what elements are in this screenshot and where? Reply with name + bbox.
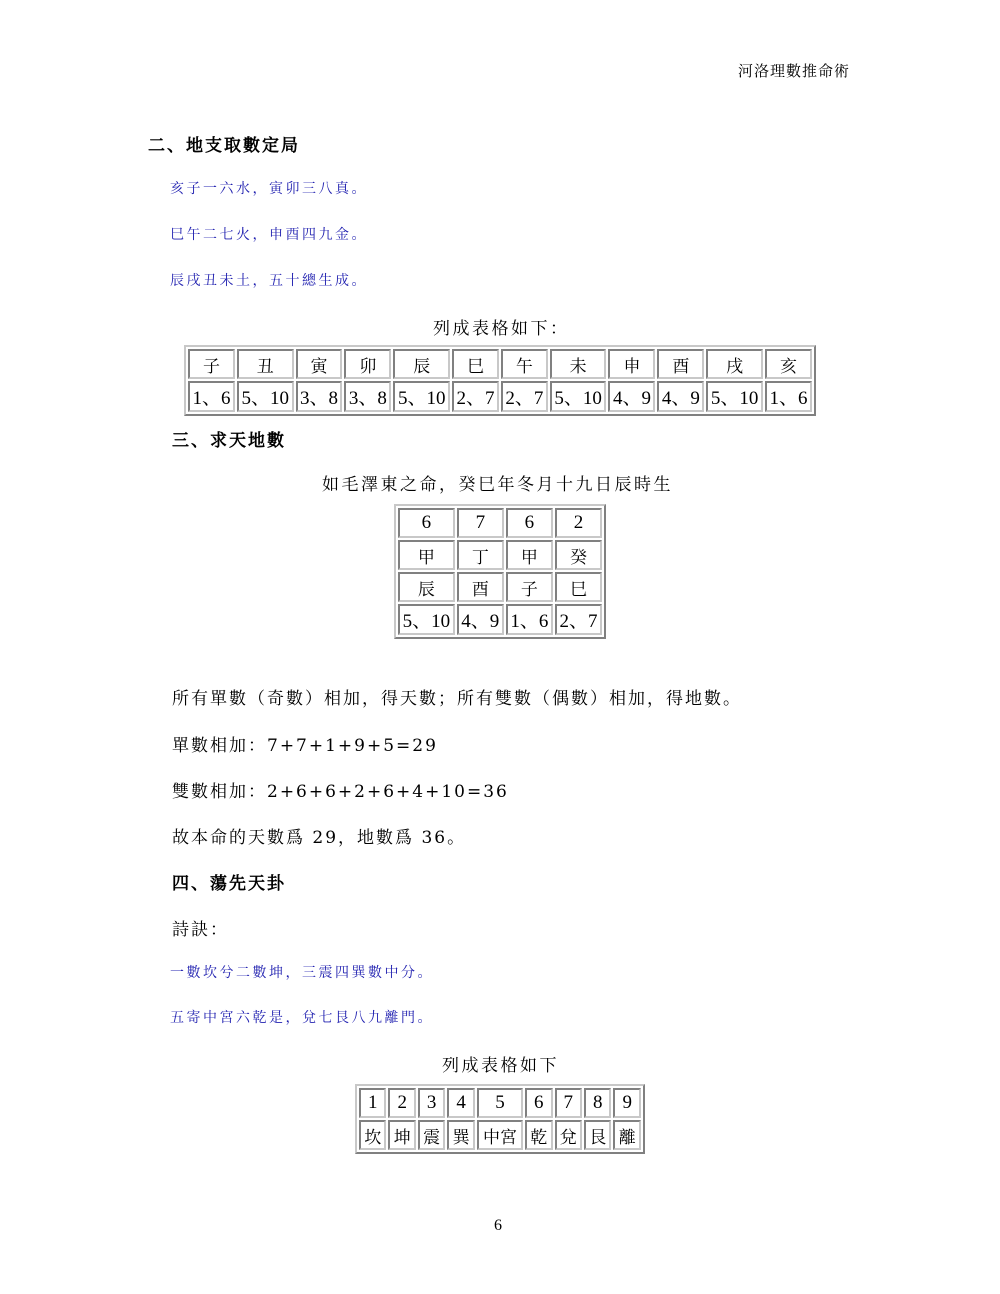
table-row [398, 508, 602, 538]
table-cell: 2 [388, 1088, 415, 1118]
table-caption: 列成表格如下 [442, 1056, 559, 1076]
table-caption: 列成表格如下： [433, 319, 570, 339]
table-cell: 8 [584, 1088, 611, 1118]
table-cell: 甲 [398, 540, 455, 570]
table-cell: 巳 [555, 572, 602, 602]
table-row-trigrams [359, 1120, 641, 1150]
section-heading-2: 二、地支取數定局 [148, 136, 300, 156]
table-cell: 未 [550, 349, 607, 379]
table-cell: 4、9 [657, 381, 704, 412]
table-row [398, 540, 602, 570]
table-cell: 巳 [452, 349, 499, 379]
table-cell: 1、6 [188, 381, 235, 412]
table-cell: 5 [477, 1088, 523, 1118]
table-cell: 5、10 [550, 381, 607, 412]
table-cell: 丑 [237, 349, 294, 379]
table-cell: 甲 [506, 540, 553, 570]
table-cell: 5、10 [706, 381, 763, 412]
paragraph: 所有單數（奇數）相加，得天數；所有雙數（偶數）相加，得地數。 [172, 689, 742, 709]
table-cell: 3、8 [296, 381, 343, 412]
table-cell: 亥 [765, 349, 812, 379]
table-cell: 辰 [393, 349, 450, 379]
verse-line: 一數坎兮二數坤，三震四巽數中分。 [170, 965, 434, 981]
table-cell: 中宮 [477, 1120, 523, 1150]
verse-line: 五寄中宮六乾是，兌七艮八九離門。 [170, 1010, 434, 1026]
page-number: 6 [494, 1217, 502, 1234]
paragraph: 故本命的天數爲 29，地數爲 36。 [172, 828, 467, 848]
example-caption: 如毛澤東之命，癸巳年冬月十九日辰時生 [322, 475, 673, 495]
table-cell: 寅 [296, 349, 343, 379]
table-cell: 子 [506, 572, 553, 602]
table-cell: 5、10 [393, 381, 450, 412]
running-header: 河洛理數推命術 [738, 62, 851, 80]
table-cell: 7 [457, 508, 504, 538]
table-cell: 4、9 [608, 381, 655, 412]
branch-number-table [184, 345, 816, 416]
trigram-table [355, 1084, 645, 1154]
table-cell: 5、10 [398, 604, 455, 635]
verse-label: 詩訣： [172, 920, 229, 940]
table-cell: 2、7 [555, 604, 602, 635]
table-cell: 1、6 [506, 604, 553, 635]
section-heading-3: 三、求天地數 [172, 431, 286, 451]
verse-line: 亥子一六水，寅卯三八真。 [170, 181, 368, 197]
table-cell: 6 [398, 508, 455, 538]
table-cell: 1、6 [765, 381, 812, 412]
table-cell: 巽 [447, 1120, 474, 1150]
table-cell: 戌 [706, 349, 763, 379]
table-row-branches [188, 349, 812, 379]
table-cell: 丁 [457, 540, 504, 570]
table-row [398, 572, 602, 602]
table-cell: 酉 [457, 572, 504, 602]
table-cell: 4 [447, 1088, 474, 1118]
table-cell: 6 [525, 1088, 552, 1118]
table-cell: 4、9 [457, 604, 504, 635]
table-cell: 坎 [359, 1120, 386, 1150]
paragraph: 單數相加：7+7+1+9+5=29 [172, 736, 438, 756]
table-row-numbers [359, 1088, 641, 1118]
table-cell: 離 [613, 1120, 641, 1150]
table-cell: 2、7 [501, 381, 548, 412]
table-cell: 1 [359, 1088, 386, 1118]
table-cell: 5、10 [237, 381, 294, 412]
table-cell: 震 [418, 1120, 445, 1150]
paragraph: 雙數相加：2+6+6+2+6+4+10=36 [172, 782, 509, 802]
table-cell: 3 [418, 1088, 445, 1118]
section-heading-4: 四、蕩先天卦 [172, 874, 286, 894]
table-cell: 酉 [657, 349, 704, 379]
table-cell: 6 [506, 508, 553, 538]
table-cell: 卯 [344, 349, 391, 379]
verse-line: 辰戌丑未土，五十總生成。 [170, 273, 368, 289]
table-row [398, 604, 602, 635]
table-cell: 2 [555, 508, 602, 538]
verse-line: 巳午二七火，申酉四九金。 [170, 227, 368, 243]
table-cell: 癸 [555, 540, 602, 570]
table-cell: 2、7 [452, 381, 499, 412]
table-cell: 坤 [388, 1120, 415, 1150]
table-cell: 子 [188, 349, 235, 379]
table-cell: 7 [555, 1088, 582, 1118]
table-cell: 艮 [584, 1120, 611, 1150]
table-cell: 3、8 [344, 381, 391, 412]
table-cell: 午 [501, 349, 548, 379]
table-cell: 9 [613, 1088, 641, 1118]
birth-chart-table [394, 504, 606, 639]
table-cell: 申 [608, 349, 655, 379]
table-row-numbers [188, 381, 812, 412]
table-cell: 兌 [555, 1120, 582, 1150]
table-cell: 辰 [398, 572, 455, 602]
table-cell: 乾 [525, 1120, 552, 1150]
